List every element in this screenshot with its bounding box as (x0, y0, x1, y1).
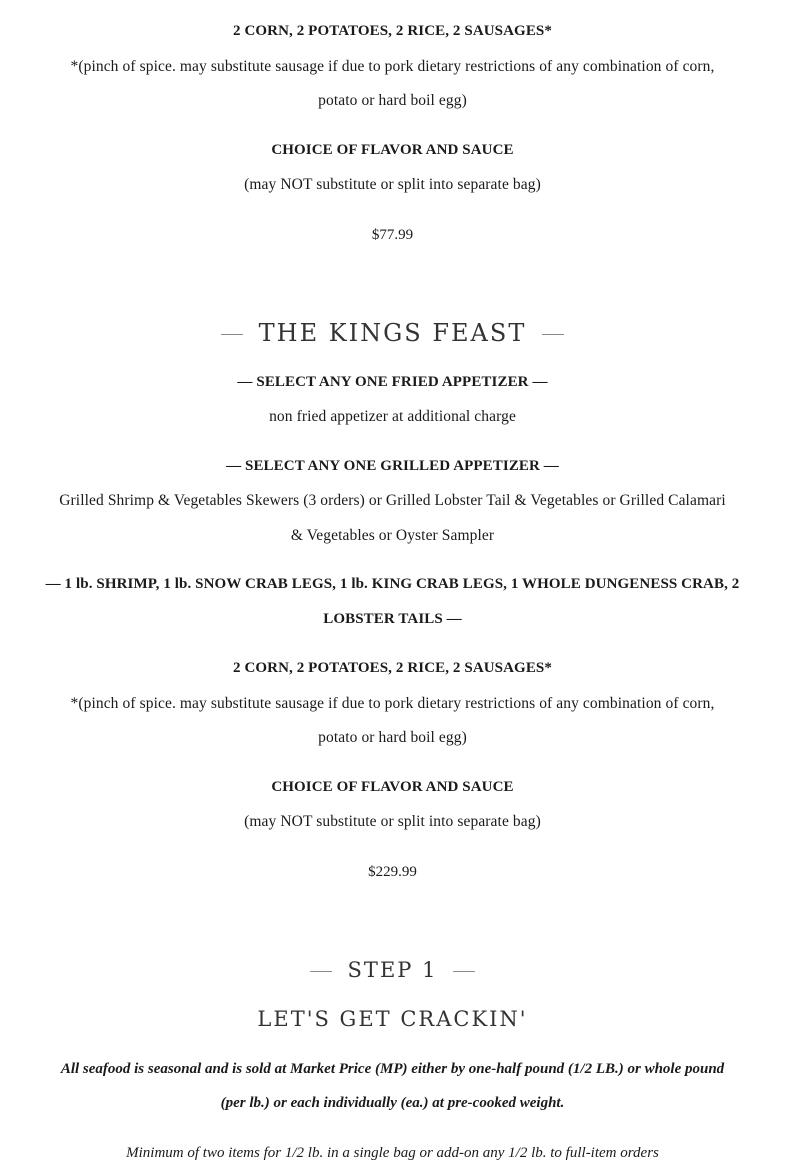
step1-title: LET'S GET CRACKIN' (257, 1007, 528, 1031)
top-flavor-note: (may NOT substitute or split into separate bag) (244, 176, 541, 193)
kings-note-line1: *(pinch of spice. may substitute sausage if due to pork dietary restrictions of any combination of corn, (70, 695, 715, 712)
kings-seafood-line1: — 1 lb. SHRIMP, 1 lb. SNOW CRAB LEGS, 1 lb. KING CRAB LEGS, 1 WHOLE DUNGENESS CRAB, 2 (45, 576, 740, 592)
step-dash-left (310, 971, 332, 972)
kings-feast-title: THE KINGS FEAST (258, 319, 527, 347)
seasonal-line2: (per lb.) or each individually (ea.) at pre-cooked weight. (220, 1095, 565, 1111)
top-flavor: CHOICE OF FLAVOR AND SAUCE (271, 142, 514, 158)
heading-dash-left (221, 334, 243, 335)
kings-fried-appetizer: — SELECT ANY ONE FRIED APPETIZER — (237, 374, 548, 390)
top-note-line1: *(pinch of spice. may substitute sausage if due to pork dietary restrictions of any combination of corn, (70, 58, 715, 75)
kings-fried-note: non fried appetizer at additional charge (269, 408, 516, 425)
top-note-line2: potato or hard boil egg) (318, 92, 467, 109)
kings-flavor-note: (may NOT substitute or split into separate bag) (244, 813, 541, 830)
top-price: $77.99 (371, 227, 414, 243)
kings-seafood-line2: LOBSTER TAILS — (323, 611, 462, 627)
step-dash-right (453, 971, 475, 972)
kings-grilled-line2: & Vegetables or Oyster Sampler (290, 527, 495, 544)
kings-feast-heading (40, 319, 745, 347)
kings-flavor: CHOICE OF FLAVOR AND SAUCE (271, 779, 514, 795)
step1-label: STEP 1 (347, 958, 438, 982)
top-sides: 2 CORN, 2 POTATOES, 2 RICE, 2 SAUSAGES* (233, 23, 552, 39)
kings-price: $229.99 (368, 864, 417, 880)
kings-note-line2: potato or hard boil egg) (318, 729, 467, 746)
kings-grilled-line1: Grilled Shrimp & Vegetables Skewers (3 orders) or Grilled Lobster Tail & Vegetables or Grilled Calamari (59, 492, 726, 509)
heading-dash-right (542, 334, 564, 335)
step1-heading (40, 958, 745, 982)
kings-grilled-appetizer: — SELECT ANY ONE GRILLED APPETIZER — (226, 458, 559, 474)
seasonal-line1: All seafood is seasonal and is sold at Market Price (MP) either by one-half pound (1/2 LB.) or whole pound (60, 1061, 725, 1077)
kings-sides: 2 CORN, 2 POTATOES, 2 RICE, 2 SAUSAGES* (233, 660, 552, 676)
minimum-note: Minimum of two items for 1/2 lb. in a single bag or add-on any 1/2 lb. to full-item orders (126, 1145, 659, 1161)
